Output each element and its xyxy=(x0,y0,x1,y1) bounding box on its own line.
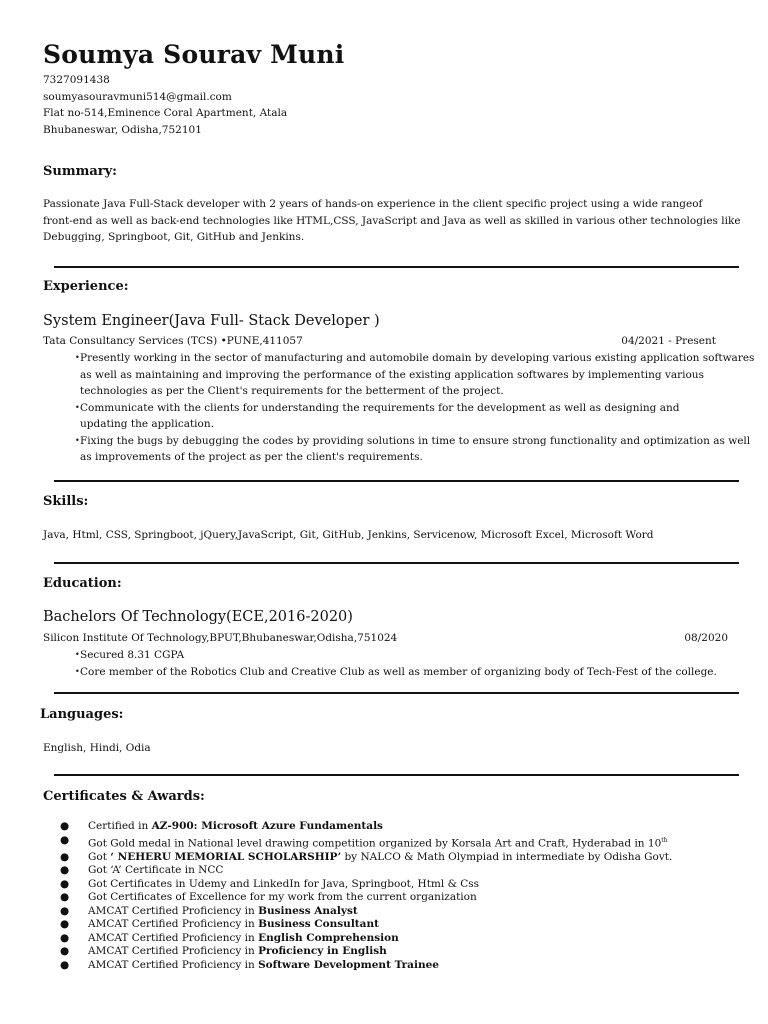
bullet-icon: ● xyxy=(60,833,70,846)
summary-line: front-end as well as back-end technologies like HTML,CSS, JavaScript and Java as well as skilled in various other technologies like xyxy=(43,214,741,227)
certificate-text: Got xyxy=(88,850,111,863)
list-item xyxy=(75,664,735,681)
summary-text xyxy=(43,196,741,246)
certificate-item xyxy=(60,918,750,932)
section-divider xyxy=(54,774,739,776)
bullet-line: Core member of the Robotics Club and Creative Club as well as member of organizing body of Tech-Fest of the college. xyxy=(80,665,717,678)
section-divider xyxy=(54,562,739,564)
certificate-text: AMCAT Certified Proficiency in xyxy=(88,918,259,930)
certificate-item xyxy=(60,945,750,959)
certificate-highlight: Software Development Trainee xyxy=(258,958,439,971)
job-title: System Engineer(Java Full- Stack Developer ) xyxy=(43,313,380,329)
certificate-text: Got Certificates in Udemy and LinkedIn for Java, Springboot, Html & Css xyxy=(88,877,480,890)
bullet-icon: • xyxy=(75,402,80,412)
certificate-item xyxy=(60,878,750,892)
certificate-highlight: Business Consultant xyxy=(258,918,379,930)
certificate-item xyxy=(60,851,750,865)
summary-heading: Summary: xyxy=(43,164,117,179)
summary-line: Debugging, Springboot, Git, GitHub and Jenkins. xyxy=(43,231,305,243)
bullet-icon: ● xyxy=(60,904,70,917)
bullet-icon: • xyxy=(75,666,80,676)
address-line-2: Bhubaneswar, Odisha,752101 xyxy=(43,123,202,136)
bullet-icon: ● xyxy=(60,864,70,876)
certificate-item xyxy=(60,932,750,946)
certificate-text: Got ‘A’ Certificate in NCC xyxy=(88,864,224,876)
summary-line: Passionate Java Full-Stack developer with 2 years of hands-on experience in the client specific project using a wide rangeof xyxy=(43,198,703,210)
institute-name: Silicon Institute Of Technology,BPUT,Bhubaneswar,Odisha,751024 xyxy=(43,632,398,644)
bullet-icon: • xyxy=(75,650,80,659)
section-divider xyxy=(54,266,739,268)
company-name: Tata Consultancy Services (TCS) •PUNE,411057 xyxy=(43,335,303,347)
bullet-line: as well as maintaining and improving the performance of the existing application softwares by implementing various xyxy=(80,368,704,381)
section-divider xyxy=(54,480,739,482)
address-line-1: Flat no-514,Eminence Coral Apartment, Atala xyxy=(43,107,288,119)
certificate-item xyxy=(60,891,750,905)
certificate-highlight: Proficiency in English xyxy=(258,945,387,957)
bullet-icon: ● xyxy=(60,891,70,903)
certificate-text: Got Certificates of Excellence for my work from the current organization xyxy=(88,891,477,903)
list-item xyxy=(75,433,751,466)
education-bullets xyxy=(75,647,735,680)
graduation-date: 08/2020 xyxy=(684,632,728,644)
phone-number: 7327091438 xyxy=(43,74,110,86)
ordinal-suffix: th xyxy=(661,836,668,844)
list-item xyxy=(75,400,735,433)
education-heading: Education: xyxy=(43,576,122,591)
employment-dates: 04/2021 - Present xyxy=(621,335,716,347)
languages-text xyxy=(43,740,733,757)
bullet-icon: ● xyxy=(60,820,70,832)
certificate-text: by NALCO & Math Olympiad in intermediate by Odisha Govt. xyxy=(341,850,673,863)
certificate-text: Certified in xyxy=(88,820,152,832)
certificate-text: AMCAT Certified Proficiency in xyxy=(88,904,259,917)
institute-line xyxy=(43,632,728,644)
bullet-line: as improvements of the project as per the client's requirements. xyxy=(80,451,423,463)
bullet-icon: ● xyxy=(60,918,70,930)
certificate-highlight: Business Analyst xyxy=(258,904,358,917)
certificate-item xyxy=(60,905,750,919)
bullet-icon: ● xyxy=(60,877,70,890)
company-line xyxy=(43,335,728,347)
bullet-icon: • xyxy=(75,435,80,445)
certificate-item xyxy=(60,864,750,878)
bullet-line: technologies as per the Client's requirements for the betterment of the project. xyxy=(80,385,504,397)
languages-list: English, Hindi, Odia xyxy=(43,742,151,754)
certificate-highlight: AZ-900: Microsoft Azure Fundamentals xyxy=(151,820,383,832)
bullet-icon: ● xyxy=(60,945,70,957)
candidate-name: Soumya Sourav Muni xyxy=(43,40,345,69)
skills-text xyxy=(43,527,733,544)
bullet-icon: • xyxy=(75,353,80,362)
bullet-line: Fixing the bugs by debugging the codes by providing solutions in time to ensure strong functionality and optimization as well xyxy=(80,434,751,447)
list-item xyxy=(75,350,755,400)
experience-bullets xyxy=(75,350,755,466)
certificate-highlight: English Comprehension xyxy=(258,931,399,944)
bullet-line: updating the application. xyxy=(80,418,214,430)
bullet-icon: ● xyxy=(60,958,70,971)
contact-block xyxy=(43,72,287,138)
skills-heading: Skills: xyxy=(43,494,89,509)
email-address: soumyasouravmuni514@gmail.com xyxy=(43,90,232,103)
certificate-item xyxy=(60,834,750,851)
certificates-heading: Certificates & Awards: xyxy=(43,789,205,804)
bullet-line: Secured 8.31 CGPA xyxy=(80,649,185,661)
certificate-item xyxy=(60,820,750,834)
certificates-list xyxy=(60,820,750,972)
certificate-text: AMCAT Certified Proficiency in xyxy=(88,958,259,971)
bullet-line: Communicate with the clients for understanding the requirements for the development as well as designing and xyxy=(80,401,680,414)
certificate-text: AMCAT Certified Proficiency in xyxy=(88,945,259,957)
certificate-item xyxy=(60,959,750,973)
certificate-highlight: ‘ NEHERU MEMORIAL SCHOLARSHIP’ xyxy=(110,850,342,863)
bullet-icon: ● xyxy=(60,850,70,863)
languages-heading: Languages: xyxy=(40,707,124,722)
bullet-line: Presently working in the sector of manufacturing and automobile domain by developing various existing application softwares xyxy=(80,352,755,364)
skills-list: Java, Html, CSS, Springboot, jQuery,JavaScript, Git, GitHub, Jenkins, Servicenow, Microsoft Excel, Microsoft Word xyxy=(43,529,654,541)
bullet-icon: ● xyxy=(60,931,70,944)
experience-heading: Experience: xyxy=(43,279,129,294)
section-divider xyxy=(54,692,739,694)
certificate-text: AMCAT Certified Proficiency in xyxy=(88,931,259,944)
certificate-text: Got Gold medal in National level drawing competition organized by Korsala Art and Craft, Hyderabad in 10 xyxy=(88,837,662,849)
list-item xyxy=(75,647,735,664)
degree-title: Bachelors Of Technology(ECE,2016-2020) xyxy=(43,609,353,625)
